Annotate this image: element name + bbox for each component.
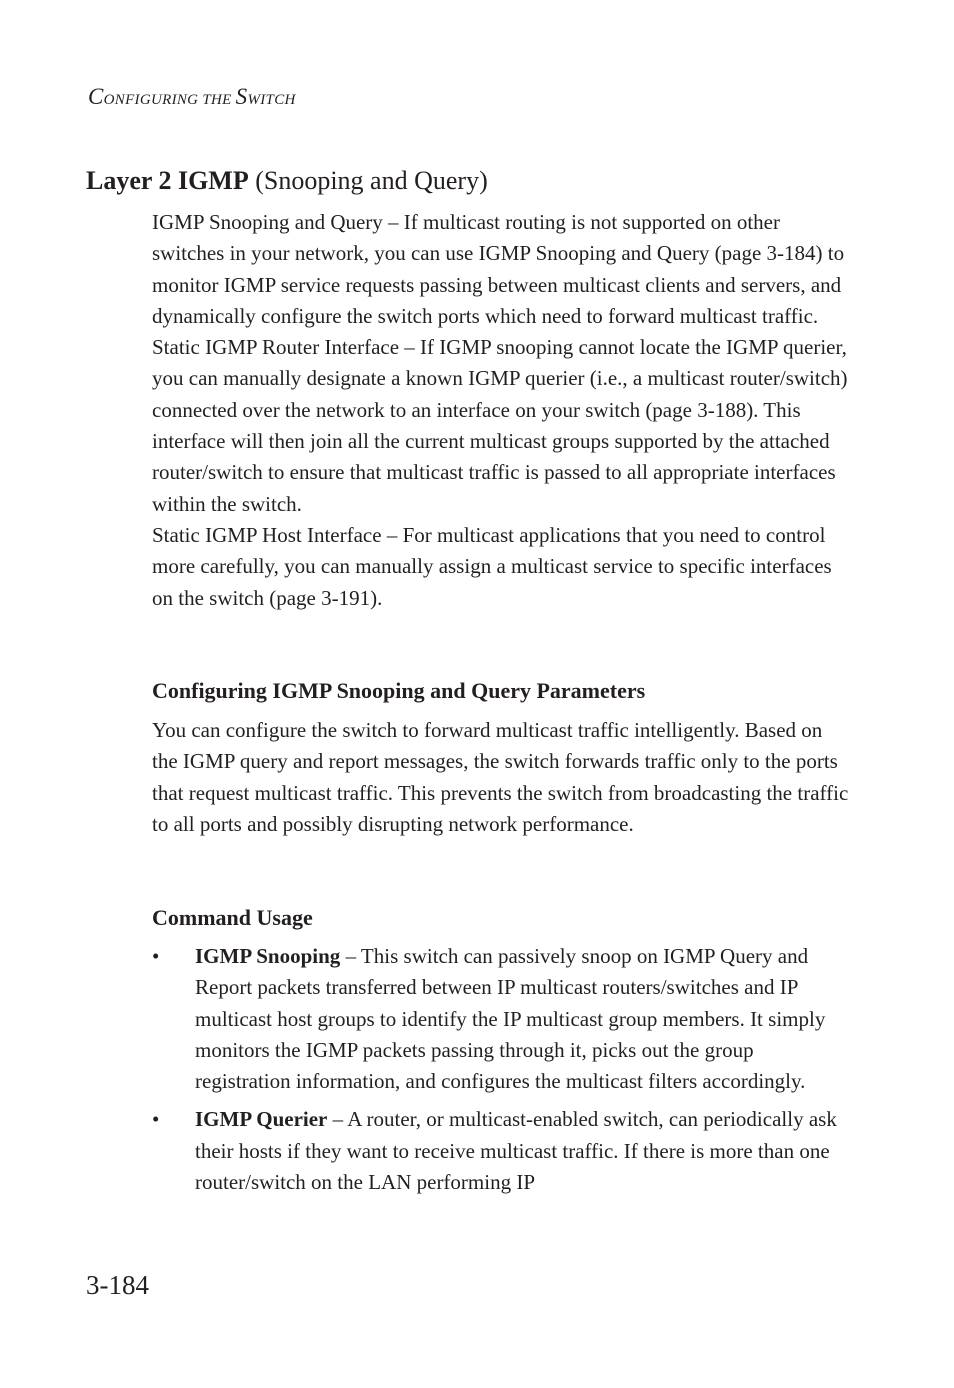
section-title-normal: (Snooping and Query) [248,166,488,195]
bullet-icon: • [152,944,160,968]
command-usage-list [152,941,852,1205]
intro-paragraph-router: Static IGMP Router Interface – If IGMP snooping cannot locate the IGMP querier, you can manually designate a known IGMP querier (i.e., a multicast router/switch) connected over the network to an interface on your switch (page 3-188). This interface will then join all the current multicast groups supported by the attached router/switch to ensure that multicast traffic is passed to all appropriate interfaces within the switch. [152,335,848,516]
running-head-text-1: ONFIGURING THE [103,92,236,108]
running-head-initial-1: C [88,84,104,109]
bullet-text: – A router, or multicast-enabled switch, can periodically ask their hosts if they want to receive multicast traffic. If there is more than one router/switch on the LAN performing IP [195,1107,837,1195]
intro-paragraph-snooping: IGMP Snooping and Query – If multicast routing is not supported on other switches in your network, you can use IGMP Snooping and Query (page 3-184) to monitor IGMP service requests passing between multicast clients and servers, and dynamically configure the switch ports which need to forward multicast traffic. [152,210,845,328]
running-head [88,84,296,110]
bullet-icon: • [152,1107,160,1132]
subsection-paragraph: You can configure the switch to forward multicast traffic intelligently. Based on the IGMP query and report messages, the switch forwards traffic only to the ports that request multicast traffic. This prevents the switch from broadcasting the traffic to all ports and possibly disrupting network performance. [152,718,849,836]
subsection-heading: Configuring IGMP Snooping and Query Parameters [152,678,646,703]
running-head-text-2: WITCH [247,92,296,108]
intro-paragraph-host: Static IGMP Host Interface – For multicast applications that you need to control more carefully, you can manually assign a multicast service to specific interfaces on the switch (page 3-191). [152,522,832,610]
subsection-block [152,715,852,840]
bullet-term: IGMP Snooping [195,944,341,968]
page-number: 3-184 [86,1270,149,1300]
section-title [86,166,488,196]
command-usage-heading: Command Usage [152,905,313,930]
bullet-term: IGMP Querier [195,1107,328,1132]
intro-block [152,207,852,614]
section-title-bold: Layer 2 IGMP [86,166,249,195]
list-item [152,941,852,1097]
running-head-initial-2: S [235,84,248,109]
bullet-text: – This switch can passively snoop on IGMP Query and Report packets transferred between IP multicast routers/switches and IP multicast host groups to identify the IP multicast group members. It simply monitors the IGMP packets passing through it, picks out the group registration information, and configures the multicast filters accordingly. [195,944,826,1094]
list-item [152,1104,852,1198]
